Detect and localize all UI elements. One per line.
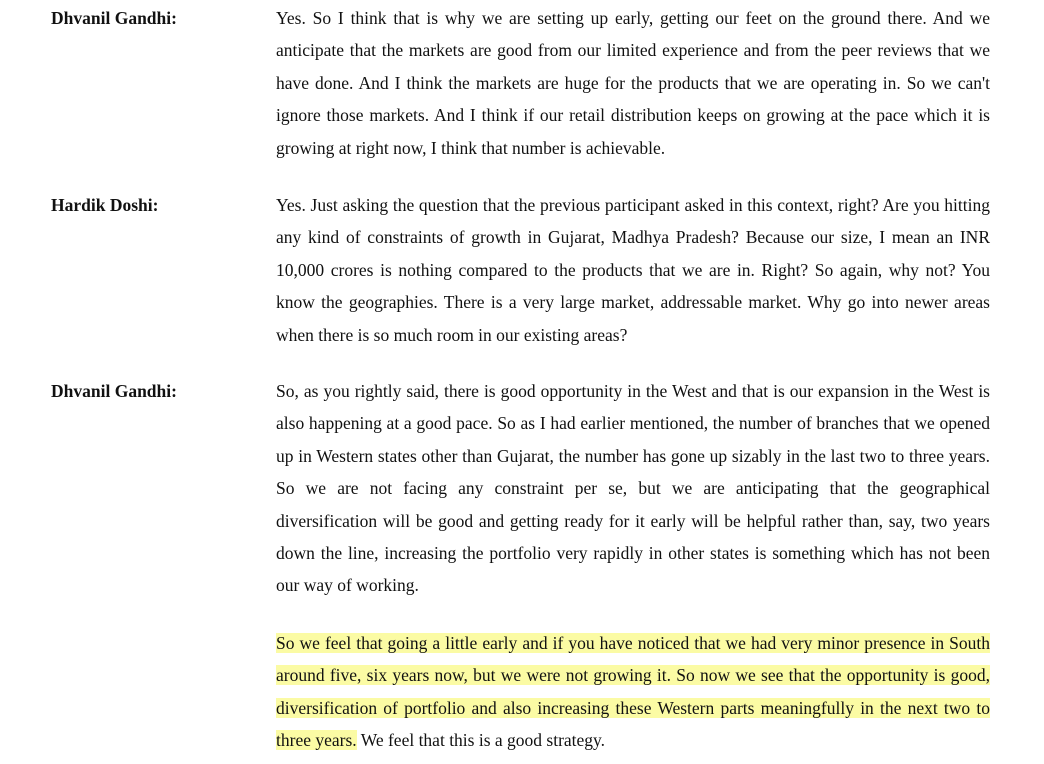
answer-continuation-paragraph [276, 627, 990, 757]
answer-paragraph: So, as you rightly said, there is good opportunity in the West and that is our expansion in the West is also happening at a good pace. So as I had earlier mentioned, the number of branches that we opened up in Western states other than Gujarat, the number has gone up sizably in the last two to three years. So we are not facing any constraint per se, but we are anticipating that the geographical diversification will be good and getting ready for it early will be helpful rather than, say, two years down the line, increasing the portfolio very rapidly in other states is something which has not been our way of working. [276, 381, 990, 596]
highlighted-text: So we feel that going a little early and if you have noticed that we had very minor presence in South around five, six years now, but we were not growing it. So now we see that the opportunity is good, diversification of portfolio and also increasing these Western parts meaningfully in the next two to three years. [276, 633, 990, 751]
speaker-name: Dhvanil Gandhi: [51, 381, 177, 401]
plain-text: We feel that this is a good strategy. [356, 730, 606, 751]
speaker-name: Dhvanil Gandhi: [51, 8, 177, 28]
speaker-name: Hardik Doshi: [51, 195, 159, 215]
question-paragraph: Yes. Just asking the question that the previous participant asked in this context, right? Are you hitting any kind of constraints of growth in Gujarat, Madhya Pradesh? Because our size, I mean an INR 10,000 crores is nothing compared to the products that we are in. Right? So again, why not? You know the geographies. There is a very large market, addressable market. Why go into newer areas when there is so much room in our existing areas? [276, 195, 990, 345]
answer-paragraph: Yes. So I think that is why we are setting up early, getting our feet on the ground there. And we anticipate that the markets are good from our limited experience and from the peer reviews that we have done. And I think the markets are huge for the products that we are operating in. So we can't ignore those markets. And I think if our retail distribution keeps on growing at the pace which it is growing at right now, I think that number is achievable. [276, 8, 990, 158]
